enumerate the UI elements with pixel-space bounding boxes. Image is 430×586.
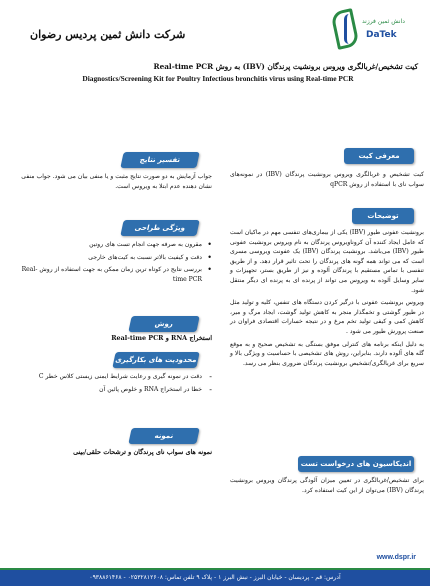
footer-address: آدرس: قم - پردیسان - خیابان البرز - نبش البرز ۱ - پلاک ۹ تلفن تماس: ۰۲۵۳۲۸۱۲۶۰۸ - ۰۹۳۸۸۶۱۴۶۸: [0, 570, 430, 586]
method-text: استخراج RNA و Real-time PCR: [111, 334, 212, 342]
interpretation-heading: تفسیر نتایج: [120, 152, 199, 168]
intro-heading: معرفی کیت: [344, 148, 414, 164]
description-paragraph-3: به دلیل اینکه برنامه های کنترلی موفق بستگی به تشخیص صحیح و به موقع گله های آلوده دارند. بنابراین، روش های تشخیصی با حساسیت و ویژگی بالا و سریع برای غربالگری/تشخیص برونشیت پرندگان ضروری بنظر می رسد.: [230, 340, 424, 367]
description-paragraph-1: برونشیت عفونی طیور (IBV) یکی از بیماری‌های تنفسی مهم در ماکیان است که عامل ایجاد کننده آن کروناویروس پرندگان به نام ویروس برونشیت عفونی طیور (IBV) می‌باشد. برونشیت پرندگان (IBV) یک عفونت ویروسی مسری است که می تواند همه گونه های پرندگان را تحت تاثیر قرار دهد. و از طریق تنفسی با تماس مستقیم با پرندگان آلوده و نیز از طریق بستر، تجهیزات و سایر وسایل آلوده به ویروس می تواند از پرنده ای به پرنده ای دیگر منتقل شود.: [230, 229, 424, 294]
logo-text-fa: دانش ثمین فرزند: [362, 18, 405, 25]
limitations-list: [16, 372, 212, 397]
logo-text-en: DaTek: [366, 30, 397, 40]
website-link[interactable]: www.dspr.ir: [376, 554, 416, 561]
description-block: [230, 228, 424, 368]
intro-text: کیت تشخیص و غربالگری ویروس برونشیت پرندگان (IBV) در نمونه‌های سواب نای با استفاده از روش qPCR: [230, 171, 425, 188]
page-title-fa: کیت تشخیص/غربالگری ویروس برونشیت پرندگان (IBV) به روش Real-time PCR: [153, 62, 418, 71]
company-name: شرکت دانش ثمین پردیس رضوان: [30, 28, 186, 41]
method-heading: روش: [128, 316, 199, 332]
interpretation-text: جواب آزمایش به دو صورت نتایج مثبت و یا منفی بیان می شود. جواب منفی نشان دهنده عدم ابتلا به ویروس است.: [21, 173, 212, 190]
application-text: برای تشخیص/غربالگری در تعیین میزان آلودگی پرندگان ویروس برونشیت پرندگان (IBV) می‌توان از این کیت استفاده کرد.: [230, 477, 424, 494]
description-paragraph-2: ویروس برونشیت عفونی با درگیر کردن دستگاه های تنفس، کلیه و تولید مثل در طیور گوشتی و تخمگذار منجر به کاهش تولید گوشت، ایجاد مرگ و میر، کاهش کمی و کیفی تولید تخم مرغ و در نتیجه خسارات اقتصادی فراوان در صنعت پرورش طیور می شود .: [230, 299, 424, 335]
company-logo: [332, 6, 420, 54]
logo-mark-accent: [344, 14, 354, 44]
description-heading: توضیحات: [352, 208, 414, 224]
features-item-1: • مقرون به صرفه جهت انجام تست های روتین: [16, 240, 212, 250]
features-item-3: • بررسی نتایج در کوتاه ترین زمان ممکن به جهت استفاده از روش Real-time PCR: [16, 265, 212, 284]
page-title-en: Diagnostics/Screening Kit for Poultry Infectious bronchitis virus using Real-time PCR: [82, 74, 354, 83]
limitations-item-1: - دقت در نمونه گیری و رعایت شرایط ایمنی زیستی کلاس خطر C: [16, 372, 212, 382]
limitations-item-2: - خطا در استخراج RNA و خلوص پائین آن: [16, 385, 212, 395]
features-heading: ویژگی طراحی: [120, 220, 199, 236]
sample-text: نمونه های سواب نای پرندگان و ترشحات حلقی/بینی: [73, 448, 212, 456]
application-heading: اندیکاسیون های درخواست تست: [298, 456, 414, 472]
footer-url-row: [0, 554, 430, 567]
sample-heading: نمونه: [128, 428, 199, 444]
features-list: [16, 240, 212, 287]
limitations-heading: محدودیت های بکارگیری: [112, 352, 199, 368]
features-item-2: • دقت و کیفیت بالاتر نسبت به کیت‌های خارجی: [16, 253, 212, 263]
